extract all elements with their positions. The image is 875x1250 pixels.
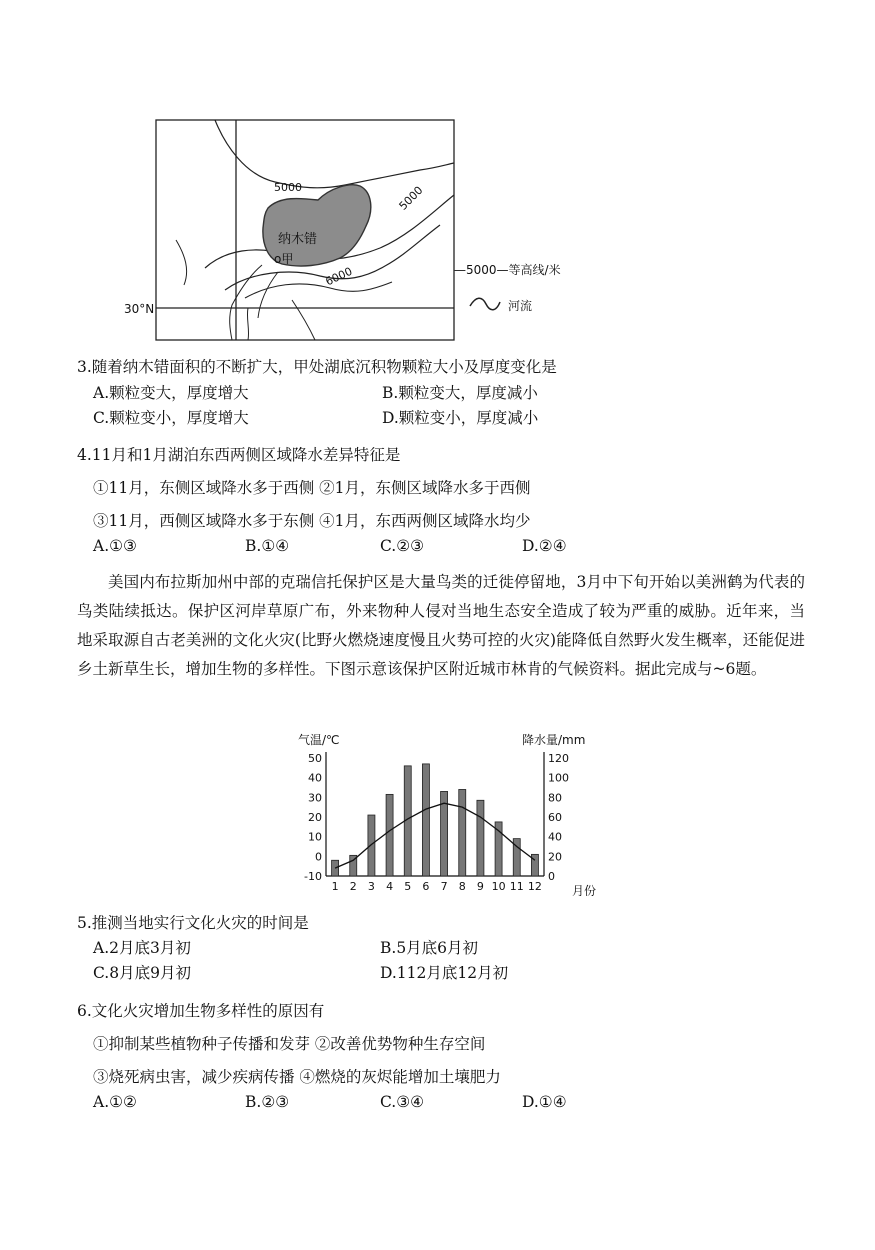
chart-month-tick: 8 [458, 880, 466, 893]
q4-statements-2: ③11月，西侧区域降水多于东侧 ④1月，东西两侧区域降水均少 [93, 512, 531, 530]
river-1 [176, 240, 187, 285]
q4-option-d[interactable]: D.②④ [522, 537, 567, 555]
chart-month-tick: 1 [331, 880, 339, 893]
chart-precip-bar [422, 764, 429, 876]
chart-month-tick: 5 [404, 880, 412, 893]
contour-label-5000-b: 5000 [396, 183, 426, 213]
namco-map [0, 0, 875, 345]
chart-month-tick: 4 [386, 880, 394, 893]
chart-temp-line [335, 803, 535, 868]
chart-month-tick: 7 [440, 880, 448, 893]
q5-option-b[interactable]: B.5月底6月初 [380, 939, 479, 957]
climate-chart [290, 728, 610, 900]
chart-month-tick: 6 [422, 880, 430, 893]
q3-option-c[interactable]: C.颗粒变小，厚度增大 [93, 409, 249, 427]
q4-statements-1: ①11月，东侧区域降水多于西侧 ②1月，东侧区域降水多于西侧 [93, 479, 531, 497]
q3-option-b[interactable]: B.颗粒变大，厚度减小 [382, 384, 538, 402]
chart-precip-bar [459, 789, 466, 876]
q5-option-c[interactable]: C.8月底9月初 [93, 964, 191, 982]
contour-label-5000-a: 5000 [274, 181, 302, 194]
chart-temp-tick: 30 [308, 791, 322, 805]
river-4 [292, 300, 315, 340]
q3-option-d[interactable]: D.颗粒变小，厚度减小 [382, 409, 539, 427]
lat-label: 30°N [124, 302, 155, 316]
q5-option-a[interactable]: A.2月底3月初 [93, 939, 191, 957]
q6-statements-1: ①抑制某些植物种子传播和发芽 ②改善优势物种生存空间 [93, 1035, 486, 1053]
q5-option-d[interactable]: D.112月底12月初 [380, 964, 509, 982]
river-3 [258, 272, 278, 318]
reading-passage: 美国内布拉斯加州中部的克瑞信托保护区是大量鸟类的迁徙停留地，3月中下旬开始以美洲鹤为代表的鸟类陆续抵达。保护区河岸草原广布，外来物种人侵对当地生态安全造成了较为严重的威胁。近年来，当地采取源自古老美洲的文化火灾(比野火燃烧速度慢且火势可控的火灾)能降低自然野火发生概率，还能促进乡土新草生长，增加生物的多样性。下图示意该保护区附近城市林肯的气候资料。据此完成与~6题。 [77, 573, 805, 678]
q6-option-c[interactable]: C.③④ [380, 1093, 425, 1111]
chart-precip-tick: 40 [548, 830, 562, 844]
q6-option-a[interactable]: A.①② [93, 1093, 137, 1111]
contour-5000-a [215, 120, 454, 188]
chart-month-tick: 12 [527, 880, 542, 893]
chart-precip-bar [477, 800, 484, 876]
chart-month-tick: 11 [509, 880, 524, 893]
q6-option-b[interactable]: B.②③ [245, 1093, 290, 1111]
chart-month-tick: 10 [491, 880, 506, 893]
chart-ylabel-right: 降水量/mm [522, 733, 586, 747]
legend-contour: —5000—等高线/米 [454, 263, 561, 277]
point-jia-label: o甲 [274, 252, 294, 266]
q6-stem: 6.文化火灾增加生物多样性的原因有 [77, 1002, 325, 1020]
chart-temp-tick: 10 [308, 830, 322, 844]
chart-temp-tick: 50 [308, 752, 322, 765]
chart-temp-tick: 20 [308, 811, 322, 824]
q3-stem: 3.随着纳木错面积的不断扩大，甲处湖底沉积物颗粒大小及厚度变化是 [77, 358, 557, 376]
chart-temp-tick: 0 [315, 850, 322, 864]
chart-xlabel: 月份 [572, 884, 597, 898]
q6-option-d[interactable]: D.①④ [522, 1093, 567, 1111]
chart-precip-tick: 20 [548, 850, 562, 864]
legend-river-label: 河流 [508, 299, 533, 313]
q4-option-b[interactable]: B.①④ [245, 537, 290, 555]
q5-stem: 5.推测当地实行文化火灾的时间是 [77, 914, 309, 932]
chart-precip-tick: 80 [548, 791, 562, 805]
q4-option-a[interactable]: A.①③ [93, 537, 137, 555]
chart-temp-tick: 40 [308, 771, 322, 785]
q4-stem: 4.11月和1月湖泊东西两侧区域降水差异特征是 [77, 446, 401, 464]
chart-month-tick: 2 [349, 880, 357, 893]
chart-precip-tick: 60 [548, 811, 562, 824]
chart-precip-tick: 120 [548, 752, 569, 765]
q4-option-c[interactable]: C.②③ [380, 537, 425, 555]
chart-precip-tick: 100 [548, 771, 569, 785]
chart-ylabel-left: 气温/℃ [298, 733, 340, 747]
chart-temp-tick: -10 [304, 870, 322, 883]
q6-statements-2: ③烧死病虫害，减少疾病传播 ④燃烧的灰烬能增加土壤肥力 [93, 1068, 501, 1086]
legend-river-icon [470, 298, 500, 310]
contour-label-6000: 6000 [323, 264, 355, 289]
chart-month-tick: 9 [476, 880, 484, 893]
lake-label: 纳木错 [278, 232, 318, 247]
chart-precip-tick: 0 [548, 870, 555, 883]
q3-option-a[interactable]: A.颗粒变大，厚度增大 [93, 384, 249, 402]
chart-precip-bar [368, 815, 375, 876]
river-5 [247, 308, 248, 340]
chart-month-tick: 3 [367, 880, 375, 893]
chart-precip-bar [386, 794, 393, 876]
